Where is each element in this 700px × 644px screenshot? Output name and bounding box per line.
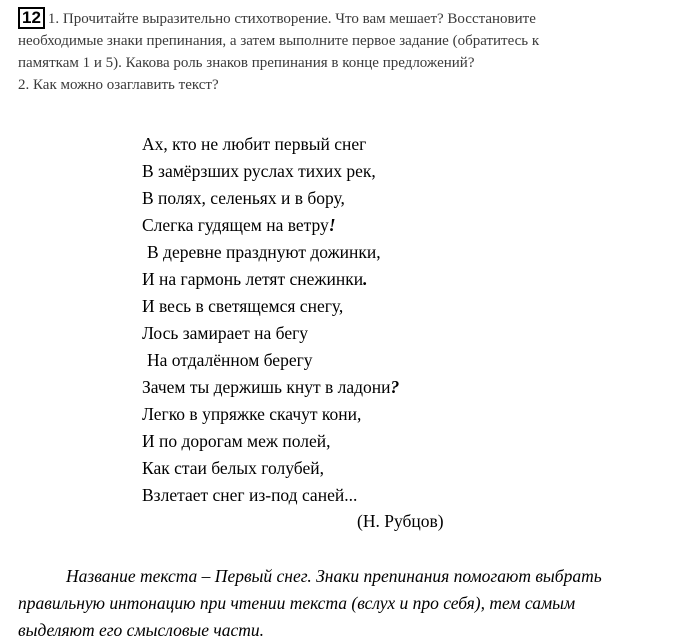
task-text: необходимые знаки препинания, а затем выполните первое задание (обратитесь к: [18, 33, 540, 49]
poem-line-text: Как стаи белых голубей,: [142, 458, 324, 478]
poem: [142, 131, 399, 509]
poem-line: [142, 212, 399, 239]
poem-line-text: Слегка гудящем на ветру: [142, 215, 329, 235]
poem-line: [142, 293, 399, 320]
added-punctuation: ?: [390, 377, 400, 397]
poem-author: (Н. Рубцов): [357, 511, 444, 531]
poem-line: [142, 428, 399, 455]
task-text: 2. Как можно озаглавить текст?: [18, 77, 219, 93]
added-punctuation: .: [363, 269, 368, 289]
task-text: 1. Прочитайте выразительно стихотворение. Что вам мешает? Восстановите: [47, 11, 536, 27]
poem-line-text: И весь в светящемся снегу,: [142, 296, 344, 316]
answer-line: Название текста – Первый снег. Знаки препинания помогают выбрать: [66, 566, 602, 586]
poem-line-text: В деревне празднуют дожинки,: [147, 242, 381, 262]
poem-line: [142, 401, 399, 428]
poem-line-text: И по дорогам меж полей,: [142, 431, 331, 451]
poem-line: [142, 185, 399, 212]
answer-block: [18, 563, 694, 644]
task-line-1: [18, 7, 694, 30]
poem-line-text: Лось замирает на бегу: [142, 323, 309, 343]
task-number: 12: [18, 7, 45, 29]
poem-line: [142, 320, 399, 347]
added-punctuation: !: [328, 215, 336, 235]
poem-line-text: Ах, кто не любит первый снег: [142, 134, 367, 154]
poem-line: [142, 266, 399, 293]
poem-line: [142, 131, 399, 158]
poem-line-text: В полях, селеньях и в бору,: [142, 188, 345, 208]
poem-line-text: В замёрзших руслах тихих рек,: [142, 161, 376, 181]
poem-line: [142, 482, 399, 509]
poem-line-text: Взлетает снег из-под саней...: [142, 485, 358, 505]
poem-line: [142, 347, 399, 374]
poem-line-text: Легко в упряжке скачут кони,: [142, 404, 362, 424]
task-text: памяткам 1 и 5). Какова роль знаков препинания в конце предложений?: [18, 55, 475, 71]
answer-line: правильную интонацию при чтении текста (вслух и про себя), тем самым: [18, 593, 576, 613]
task-block: [18, 7, 694, 96]
poem-line-text: На отдалённом берегу: [147, 350, 313, 370]
answer-line: выделяют его смысловые части.: [18, 620, 265, 640]
poem-line: [142, 239, 399, 266]
poem-line: [142, 158, 399, 185]
poem-line-text: Зачем ты держишь кнут в ладони: [142, 377, 391, 397]
poem-line-text: И на гармонь летят снежинки: [142, 269, 364, 289]
poem-line: [142, 455, 399, 482]
poem-line: [142, 374, 399, 401]
